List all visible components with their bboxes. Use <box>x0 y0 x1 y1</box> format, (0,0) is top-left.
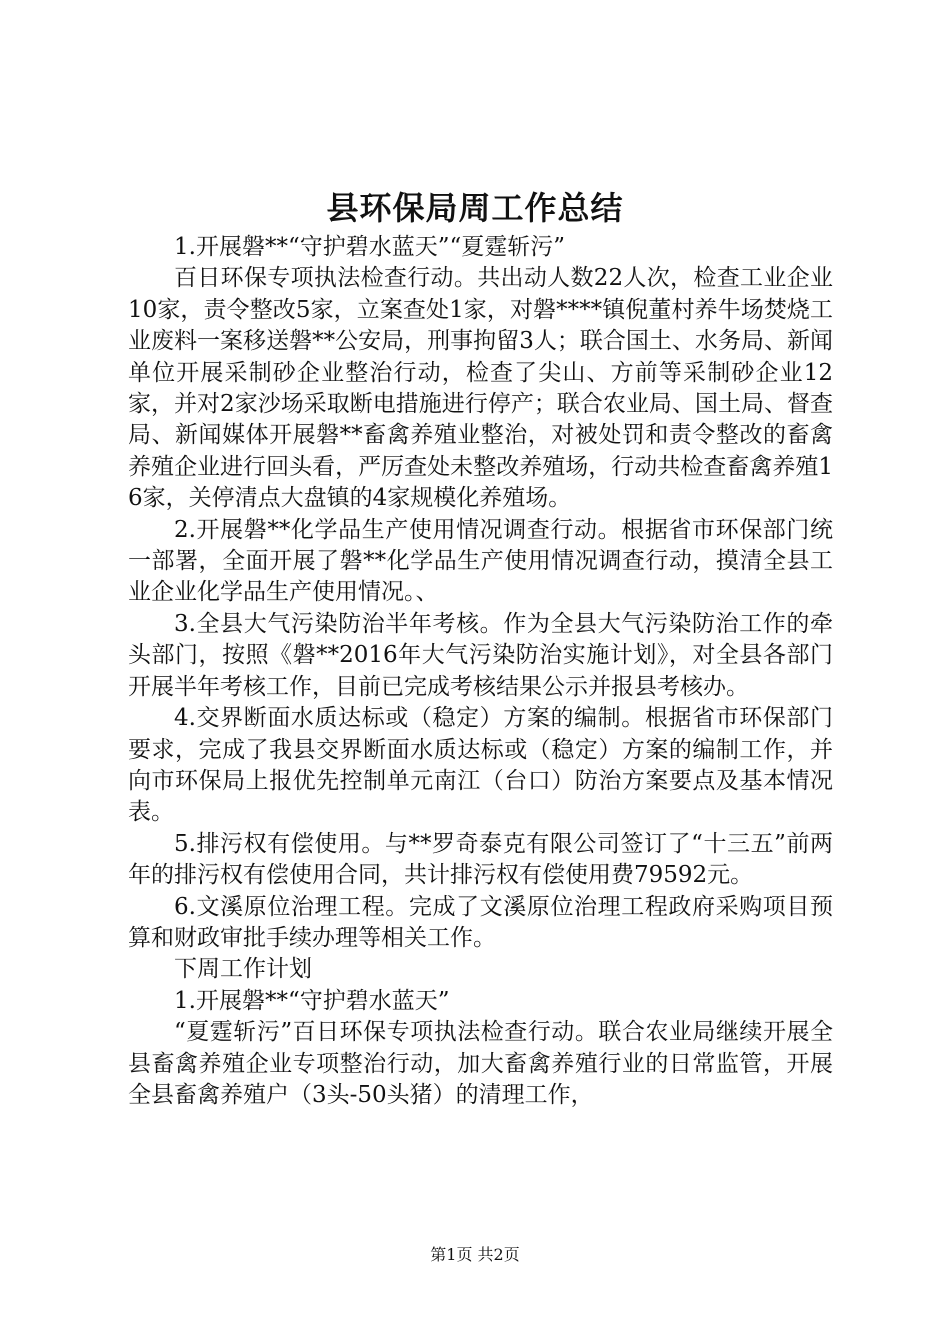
paragraph-item-6: 6.文溪原位治理工程。完成了文溪原位治理工程政府采购项目预算和财政审批手续办理等相关工作。 <box>128 893 833 951</box>
next-week-plan-heading: 下周工作计划 <box>174 956 312 983</box>
page-number-footer: 第1页 共2页 <box>430 1245 520 1264</box>
document-body <box>128 232 833 1111</box>
paragraph-item-1-heading: 1.开展磐**“守护碧水蓝天”“夏霆斩污” <box>174 234 565 260</box>
paragraph-item-2: 2.开展磐**化学品生产使用情况调查行动。根据省市环保部门统一部署，全面开展了磐**化学品生产使用情况调查行动，摸清全县工业企业化学品生产使用情况。、 <box>128 516 833 606</box>
paragraph-item-1-body: 百日环保专项执法检查行动。共出动人数22人次，检查工业企业10家，责令整改5家，立案查处1家，对磐****镇倪董村养牛场焚烧工业废料一案移送磐**公安局，刑事拘留3人；联合国土、水务局、新闻单位开展采制砂企业整治行动，检查了尖山、方前等采制砂企业12家，并对2家沙场采取断电措施进行停产；联合农业局、国土局、督查局、新闻媒体开展磐**畜禽养殖业整治，对被处罚和责令整改的畜禽养殖企业进行回头看，严厉查处未整改养殖场，行动共检查畜禽养殖16家，关停清点大盘镇的4家规模化养殖场。 <box>128 265 833 512</box>
plan-item-1-body: “夏霆斩污”百日环保专项执法检查行动。联合农业局继续开展全县畜禽养殖企业专项整治行动，加大畜禽养殖行业的日常监管，开展全县畜禽养殖户（3头-50头猪）的清理工作， <box>128 1019 833 1108</box>
paragraph-item-5: 5.排污权有偿使用。与**罗奇泰克有限公司签订了“十三五”前两年的排污权有偿使用合同，共计排污权有偿使用费79592元。 <box>128 830 833 889</box>
document-title: 县环保局周工作总结 <box>326 189 624 227</box>
plan-item-1-heading: 1.开展磐**“守护碧水蓝天” <box>174 987 450 1014</box>
paragraph-item-4: 4.交界断面水质达标或（稳定）方案的编制。根据省市环保部门要求，完成了我县交界断面水质达标或（稳定）方案的编制工作，并向市环保局上报优先控制单元南江（台口）防治方案要点及基本情况表。 <box>128 705 833 826</box>
paragraph-item-3: 3.全县大气污染防治半年考核。作为全县大气污染防治工作的牵头部门，按照《磐**2016年大气污染防治实施计划》，对全县各部门开展半年考核工作，目前已完成考核结果公示并报县考核办。 <box>128 610 833 700</box>
